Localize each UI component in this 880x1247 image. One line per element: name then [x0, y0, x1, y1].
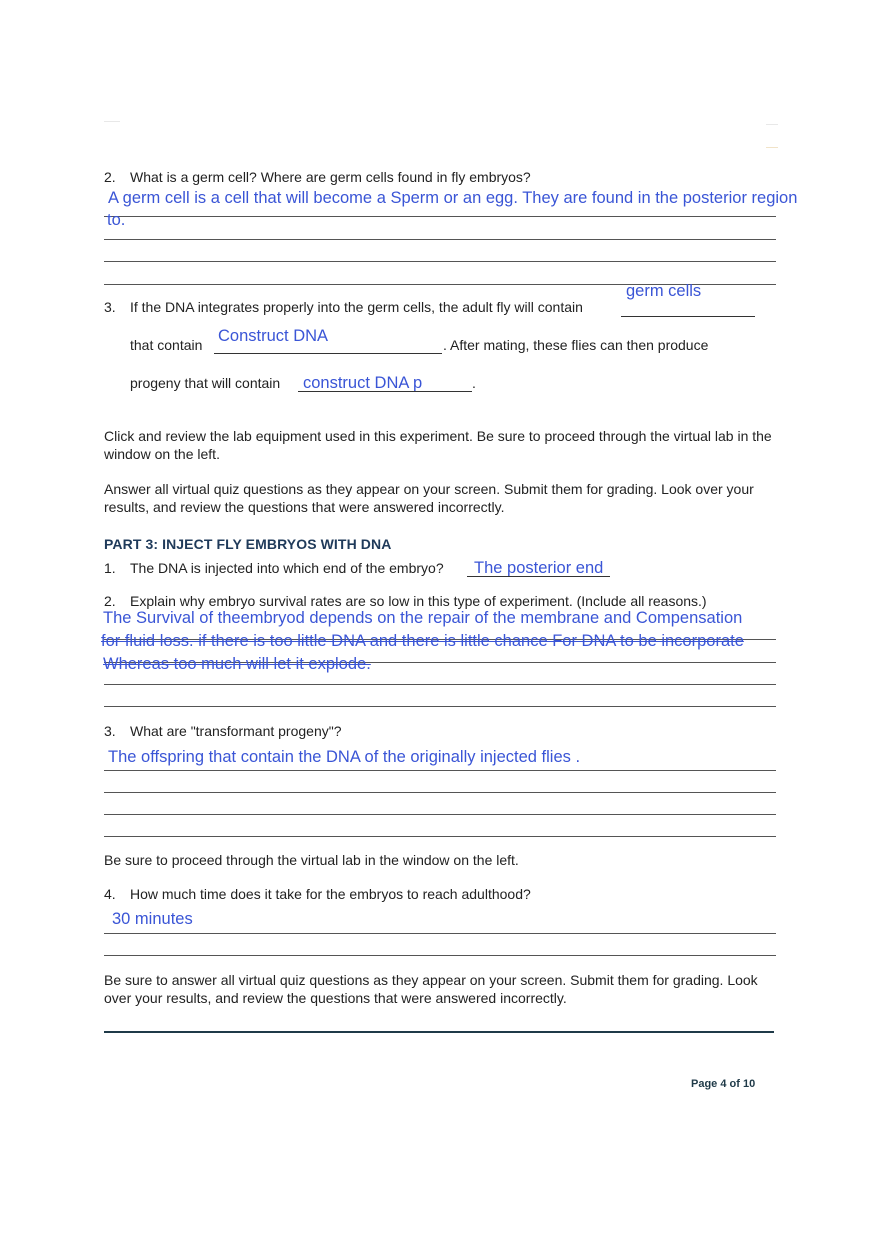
- answer-q2-line2[interactable]: to.: [107, 211, 126, 229]
- question-3-line3-suffix: .: [472, 375, 476, 391]
- answer-line: [104, 261, 776, 262]
- answer-part3-q4[interactable]: 30 minutes: [112, 910, 193, 928]
- question-3-line2-prefix: that contain: [130, 337, 203, 353]
- question-text: The DNA is injected into which end of the embryo?: [130, 560, 444, 576]
- question-number: 2.: [104, 593, 116, 609]
- answer-part3-q3[interactable]: The offspring that contain the DNA of the originally injected flies .: [108, 748, 581, 766]
- instruction-paragraph: Answer all virtual quiz questions as they appear on your screen. Submit them for grading. Look over your results, and review the questions that were answered incorrectly.: [104, 481, 754, 515]
- scan-mark-right-lower: [766, 147, 778, 148]
- question-number: 2.: [104, 169, 116, 185]
- question-number: 4.: [104, 886, 116, 902]
- blank-line: [467, 576, 610, 577]
- answer-q3-blank2[interactable]: Construct DNA: [218, 327, 329, 345]
- question-text: What is a germ cell? Where are germ cells found in fly embryos?: [130, 169, 531, 185]
- part3-question-1: [104, 559, 444, 577]
- answer-line: [104, 684, 776, 685]
- answer-line: [104, 836, 776, 837]
- scan-mark-left: [104, 121, 120, 122]
- answer-part3-q2-line1[interactable]: The Survival of theembryod depends on the repair of the membrane and Compensation: [103, 609, 743, 627]
- answer-part3-q1[interactable]: The posterior end: [474, 559, 604, 577]
- question-number: 3.: [104, 723, 116, 739]
- blank-line: [621, 316, 755, 317]
- question-text: If the DNA integrates properly into the germ cells, the adult fly will contain: [130, 299, 583, 315]
- blank-line: [214, 353, 442, 354]
- question-number: 3.: [104, 299, 116, 315]
- question-3-line3-prefix: progeny that will contain: [130, 375, 281, 391]
- scan-mark-right: [766, 124, 778, 125]
- section-heading: PART 3: INJECT FLY EMBRYOS WITH DNA: [104, 536, 392, 552]
- answer-q3-blank3[interactable]: construct DNA p: [303, 374, 423, 392]
- footer-divider: [104, 1031, 774, 1033]
- answer-line: [104, 955, 776, 956]
- part3-question-3: [104, 722, 341, 740]
- question-2: [104, 168, 531, 186]
- part3-question-4: [104, 885, 531, 903]
- answer-q3-blank1[interactable]: germ cells: [626, 282, 702, 300]
- question-text: Explain why embryo survival rates are so low in this type of experiment. (Include all reasons.): [130, 593, 707, 609]
- blank-line: [298, 391, 472, 392]
- question-3: [104, 298, 583, 316]
- question-text: What are "transformant progeny"?: [130, 723, 342, 739]
- answer-line: [104, 216, 776, 217]
- instruction-paragraph: Click and review the lab equipment used in this experiment. Be sure to proceed through the virtual lab in the window on the left.: [104, 428, 772, 462]
- question-text: How much time does it take for the embryos to reach adulthood?: [130, 886, 531, 902]
- answer-line: [104, 706, 776, 707]
- answer-line: [104, 814, 776, 815]
- closing-paragraph: Be sure to answer all virtual quiz questions as they appear on your screen. Submit them for grading. Look over your results, and review the questions that were answered incorrectly.: [104, 972, 758, 1006]
- answer-line: [104, 239, 776, 240]
- page-number: Page 4 of 10: [691, 1078, 756, 1090]
- question-number: 1.: [104, 560, 116, 576]
- answer-q2-line1[interactable]: A germ cell is a cell that will become a Sperm or an egg. They are found in the posterior region: [108, 189, 798, 207]
- answer-line: [104, 770, 776, 771]
- answer-part3-q2-line3[interactable]: Whereas too much will let it explode.: [103, 655, 371, 673]
- answer-line: [104, 933, 776, 934]
- answer-line: [104, 792, 776, 793]
- answer-part3-q2-line2[interactable]: for fluid loss. if there is too little DNA and there is little chance For DNA to be incorporate: [101, 632, 744, 650]
- question-3-line2-suffix: . After mating, these flies can then produce: [443, 337, 709, 353]
- instruction-paragraph: Be sure to proceed through the virtual lab in the window on the left.: [104, 852, 519, 868]
